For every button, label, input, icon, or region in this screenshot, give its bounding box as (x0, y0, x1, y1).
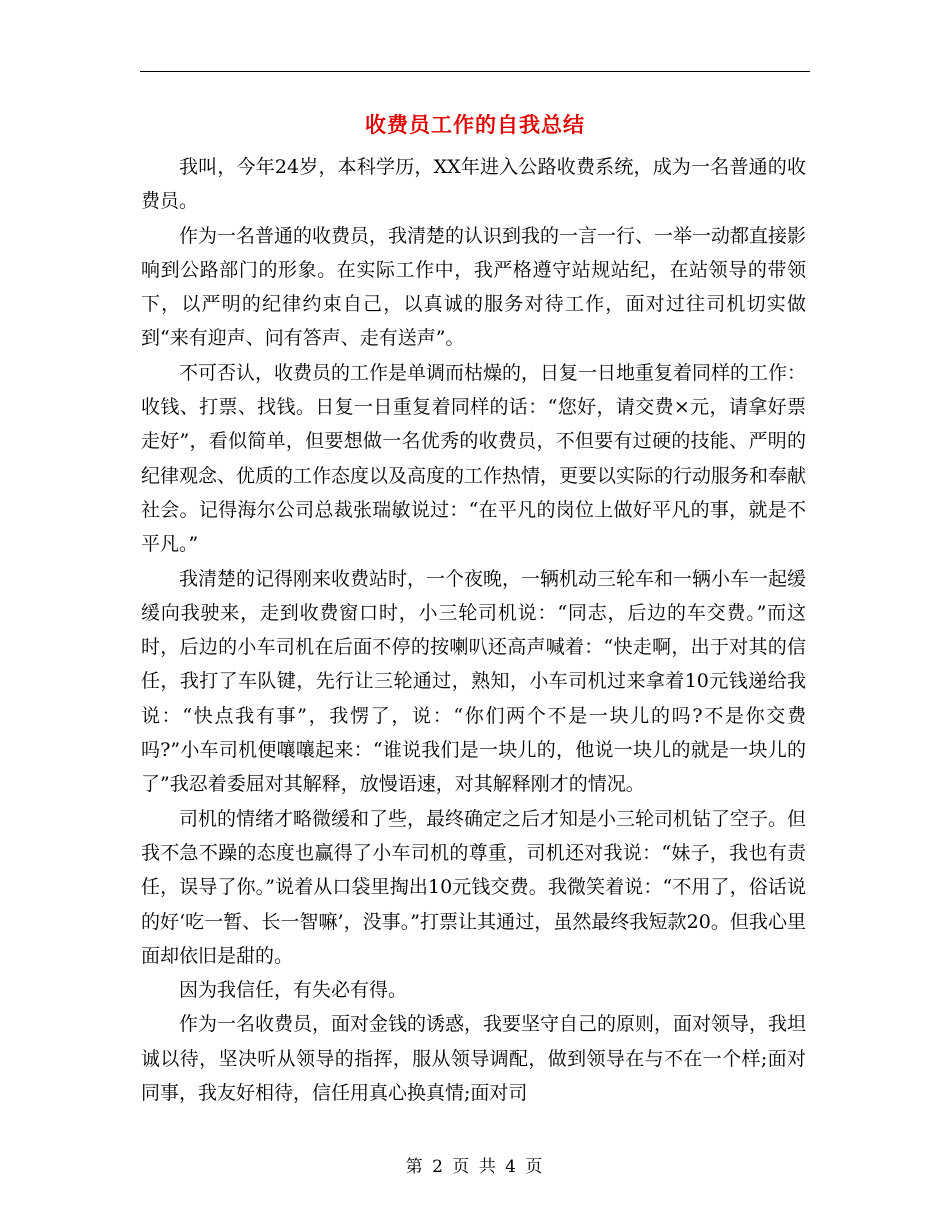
paragraph: 作为一名收费员，面对金钱的诱惑，我要坚守自己的原则，面对领导，我坦诚以待，坚决听从领导的指挥，服从领导调配，做到领导在与不在一个样;面对同事，我友好相待，信任用真心换真情;面对司 (141, 1013, 807, 1105)
paragraph: 作为一名普通的收费员，我清楚的认识到我的一言一行、一举一动都直接影响到公路部门的形象。在实际工作中，我严格遵守站规站纪，在站领导的带领下，以严明的纪律约束自己，以真诚的服务对待工作，面对过往司机切实做到“来有迎声、问有答声、走有送声”。 (141, 224, 807, 350)
paragraph: 司机的情绪才略微缓和了些，最终确定之后才知是小三轮司机钻了空子。但我不急不躁的态度也赢得了小车司机的尊重，司机还对我说：“妹子，我也有责任，误导了你。”说着从口袋里掏出10元钱交费。我微笑着说：“不用了，俗话说的好‘吃一暂、长一智嘛’，没事。”打票让其通过，虽然最终我短款20。但我心里面却依旧是甜的。 (141, 807, 807, 967)
paragraph: 我清楚的记得刚来收费站时，一个夜晚，一辆机动三轮车和一辆小车一起缓缓向我驶来，走到收费窗口时，小三轮司机说：“同志，后边的车交费。”而这时，后边的小车司机在后面不停的按喇叭还高声喊着：“快走啊，出于对其的信任，我打了车队键，先行让三轮通过，熟知，小车司机过来拿着10元钱递给我说：“快点我有事”，我愣了，说：“你们两个不是一块儿的吗?不是你交费吗?”小车司机便嚷嚷起来：“谁说我们是一块儿的，他说一块儿的就是一块儿的了”我忍着委屈对其解释，放慢语速，对其解释刚才的情况。 (141, 567, 807, 796)
paragraph: 我叫，今年24岁，本科学历，XX年进入公路收费系统，成为一名普通的收费员。 (141, 156, 806, 213)
paragraph: 不可否认，收费员的工作是单调而枯燥的，日复一日地重复着同样的工作：收钱、打票、找钱。日复一日重复着同样的话：“您好，请交费×元，请拿好票走好”，看似简单，但要想做一名优秀的收费员，不但要有过硬的技能、严明的纪律观念、优质的工作态度以及高度的工作热情，更要以实际的行动服务和奉献社会。记得海尔公司总裁张瑞敏说过：“在平凡的岗位上做好平凡的事，就是不平凡。” (141, 361, 807, 556)
document-body (141, 150, 806, 1110)
header-rule (140, 71, 810, 72)
page-footer: 第 2 页 共 4 页 (405, 1157, 545, 1177)
paragraph: 因为我信任，有失必有得。 (179, 979, 408, 1002)
document-title: 收费员工作的自我总结 (365, 112, 585, 137)
